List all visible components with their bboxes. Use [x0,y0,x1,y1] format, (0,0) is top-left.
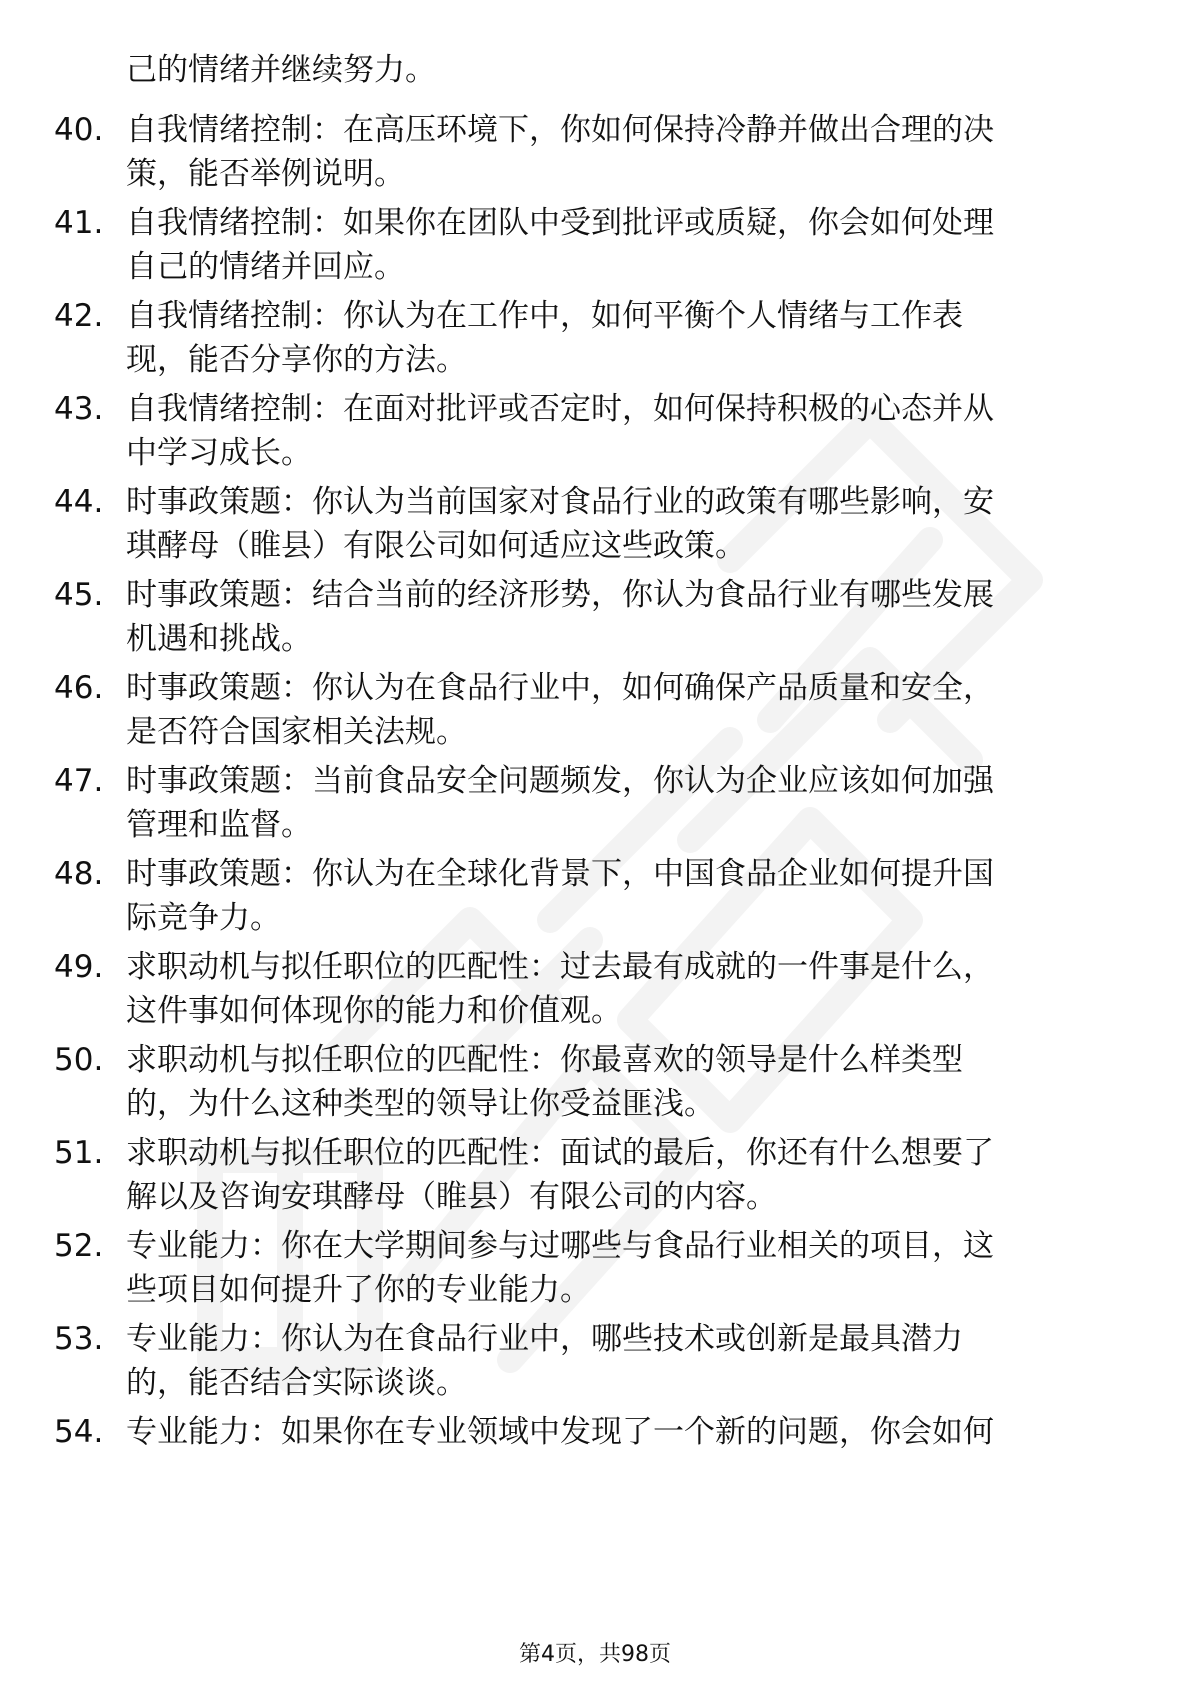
question-line: 自我情绪控制：在面对批评或否定时，如何保持积极的心态并从 [126,391,994,427]
list-item [54,108,1134,201]
question-line: 解以及咨询安琪酵母（睢县）有限公司的内容。 [126,1179,777,1215]
question-line: 求职动机与拟任职位的匹配性：过去最有成就的一件事是什么， [126,949,994,985]
question-line: 的，为什么这种类型的领导让你受益匪浅。 [126,1086,715,1122]
question-line: 际竞争力。 [126,900,281,936]
list-item [54,1038,1134,1131]
question-line: 机遇和挑战。 [126,621,312,657]
question-number: 45. [54,577,104,613]
question-number: 43. [54,391,104,427]
question-list [54,108,1134,1503]
list-item [54,759,1134,852]
question-number: 52. [54,1228,104,1264]
list-item [54,480,1134,573]
list-item [54,1131,1134,1224]
list-item [54,1224,1134,1317]
question-line: 自己的情绪并回应。 [126,249,405,285]
question-text [126,1410,1126,1454]
question-line: 专业能力：你在大学期间参与过哪些与食品行业相关的项目，这 [126,1228,994,1264]
question-text [126,480,1126,568]
question-number: 53. [54,1321,104,1357]
question-line: 时事政策题：你认为当前国家对食品行业的政策有哪些影响，安 [126,484,994,520]
question-line: 现，能否分享你的方法。 [126,342,467,378]
question-line: 专业能力：你认为在食品行业中，哪些技术或创新是最具潜力 [126,1321,963,1357]
list-item [54,294,1134,387]
list-item [54,945,1134,1038]
question-text [126,294,1126,382]
question-line: 自我情绪控制：在高压环境下，你如何保持冷静并做出合理的决 [126,112,994,148]
question-number: 41. [54,205,104,241]
question-text [126,1038,1126,1126]
list-item [54,1410,1134,1503]
question-line: 时事政策题：结合当前的经济形势，你认为食品行业有哪些发展 [126,577,994,613]
question-line: 琪酵母（睢县）有限公司如何适应这些政策。 [126,528,746,564]
question-text [126,1131,1126,1219]
question-text [126,666,1126,754]
question-line: 是否符合国家相关法规。 [126,714,467,750]
list-item [54,1317,1134,1410]
question-text [126,387,1126,475]
question-line: 时事政策题：你认为在全球化背景下，中国食品企业如何提升国 [126,856,994,892]
question-text [126,573,1126,661]
question-number: 47. [54,763,104,799]
question-line: 求职动机与拟任职位的匹配性：你最喜欢的领导是什么样类型 [126,1042,963,1078]
question-text [126,1317,1126,1405]
question-number: 48. [54,856,104,892]
question-number: 44. [54,484,104,520]
question-text [126,1224,1126,1312]
question-line: 中学习成长。 [126,435,312,471]
continuation-text: 己的情绪并继续努力。 [126,52,436,88]
question-text [126,201,1126,289]
question-number: 42. [54,298,104,334]
question-number: 50. [54,1042,104,1078]
question-number: 46. [54,670,104,706]
question-line: 管理和监督。 [126,807,312,843]
question-line: 时事政策题：你认为在食品行业中，如何确保产品质量和安全， [126,670,994,706]
list-item [54,201,1134,294]
list-item [54,852,1134,945]
question-line: 专业能力：如果你在专业领域中发现了一个新的问题，你会如何 [126,1414,994,1450]
list-item [54,666,1134,759]
question-number: 54. [54,1414,104,1450]
question-line: 自我情绪控制：你认为在工作中，如何平衡个人情绪与工作表 [126,298,963,334]
question-line: 时事政策题：当前食品安全问题频发，你认为企业应该如何加强 [126,763,994,799]
question-number: 49. [54,949,104,985]
question-text [126,945,1126,1033]
question-line: 这件事如何体现你的能力和价值观。 [126,993,622,1029]
question-number: 51. [54,1135,104,1171]
question-line: 些项目如何提升了你的专业能力。 [126,1272,591,1308]
question-text [126,759,1126,847]
list-item [54,387,1134,480]
question-line: 自我情绪控制：如果你在团队中受到批评或质疑，你会如何处理 [126,205,994,241]
question-text [126,108,1126,196]
list-item [54,573,1134,666]
question-text [126,852,1126,940]
question-number: 40. [54,112,104,148]
question-line: 的，能否结合实际谈谈。 [126,1365,467,1401]
question-line: 策，能否举例说明。 [126,156,405,192]
page-footer: 第4页，共98页 [519,1642,671,1667]
question-line: 求职动机与拟任职位的匹配性：面试的最后，你还有什么想要了 [126,1135,994,1171]
